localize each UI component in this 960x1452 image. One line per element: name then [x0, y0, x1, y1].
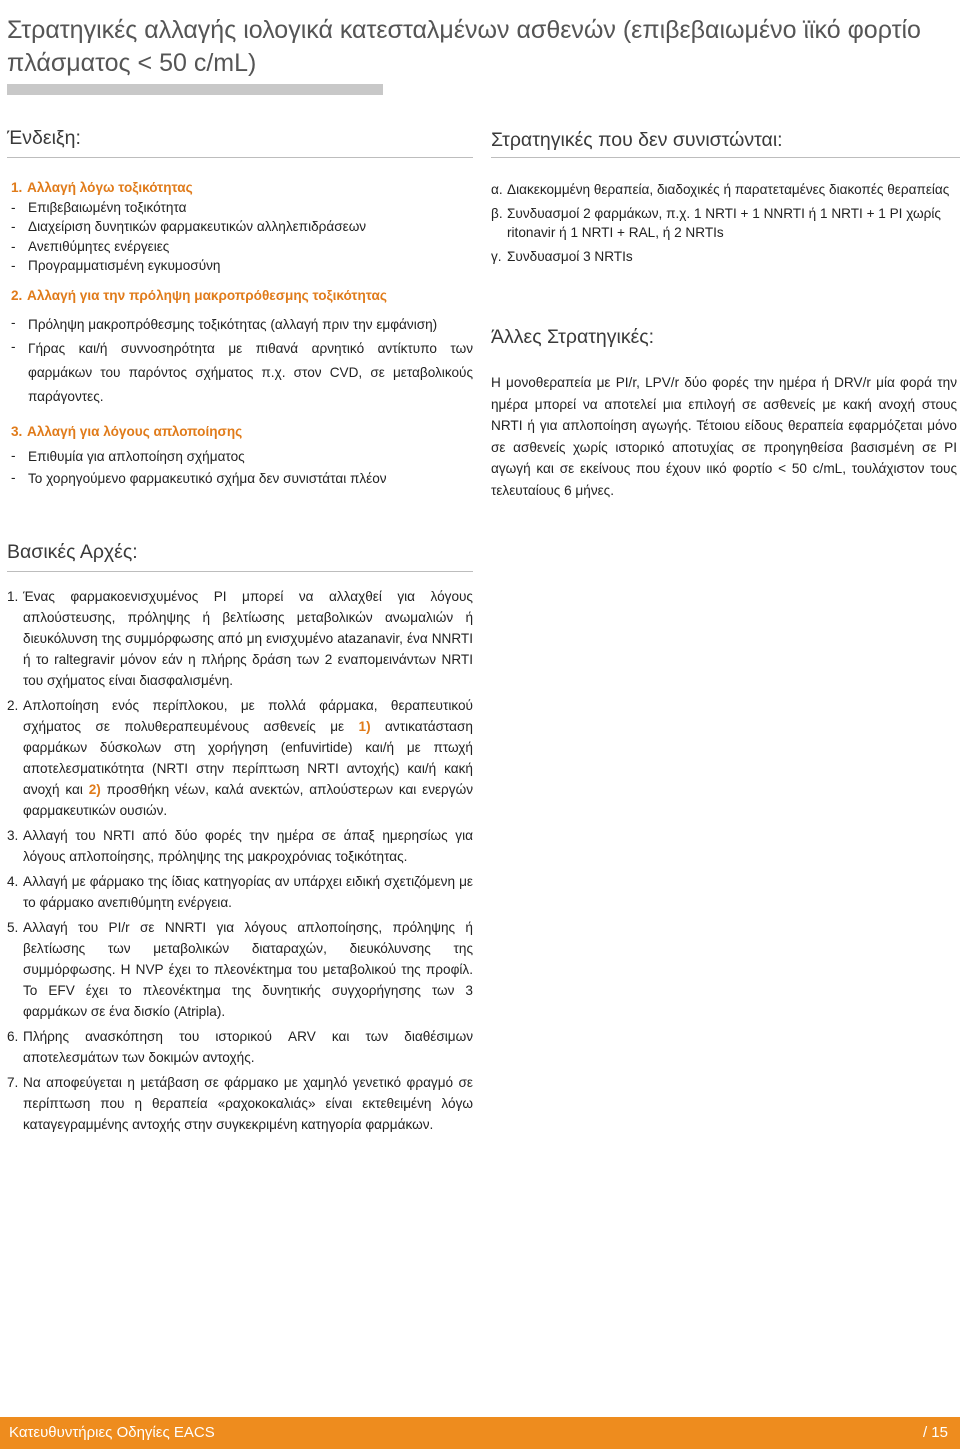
list-item: 6. Πλήρης ανασκόπηση του ιστορικού ARV και των διαθέσιμων αποτελεσμάτων των δοκιμών αντοχής.	[7, 1029, 473, 1065]
list-item: - Επιβεβαιωμένη τοξικότητα	[11, 199, 187, 215]
list-item: - Διαχείριση δυνητικών φαρμακευτικών αλληλεπιδράσεων	[11, 219, 367, 234]
principles-divider	[7, 571, 473, 572]
list-item: 4. Αλλαγή με φάρμακο της ίδιας κατηγορίας αν υπάρχει ειδική σχετιζόμενη με το φάρμακο ανεπιθύμητη ενέργεια.	[7, 874, 473, 910]
principles-heading: Βασικές Αρχές:	[7, 541, 138, 563]
indication-divider	[7, 157, 473, 158]
not-recommended-divider	[491, 157, 960, 158]
list-item: - Γήρας και/ή συννοσηρότητα με πιθανά αρνητικό αντίκτυπο των φαρμάκων του παρόντος σχήματος π.χ. στον CVD, σε μεταβολικούς παράγοντες.	[11, 339, 473, 404]
page-title: Στρατηγικές αλλαγής ιολογικά κατεσταλμένων ασθενών (επιβεβαιωμένο ϊϊκό φορτίο πλάσματος < 50 c/mL)	[7, 16, 921, 77]
list-item: - Ανεπιθύμητες ενέργειες	[11, 238, 170, 254]
title-underline-bar	[7, 84, 383, 95]
other-strategies-text: Η μονοθεραπεία με PI/r, LPV/r δύο φορές την ημέρα ή DRV/r μία φορά την ημέρα μπορεί να αποτελεί μια επιλογή σε ασθενείς με κακή ανοχή στους NRTI ή για απλοποίηση αγωγής. Τέτοιου είδους θεραπεία εφαρμόζεται μόνο σε ασθενείς χωρίς ιστορικό αποτυχίας σε προηγηθείσα βασισμένη σε PI αγωγή και σε εκείνους που έχουν ιικό φορτίο < 50 c/mL, τουλάχιστον τους τελευταίους 6 μήνες.	[491, 375, 957, 498]
indication-heading: Ένδειξη:	[7, 127, 81, 149]
not-recommended-list	[491, 180, 957, 271]
principles-list	[7, 586, 473, 1139]
list-item: 7. Να αποφεύγεται η μετάβαση σε φάρμακο με χαμηλό γενετικό φραγμό σε περίπτωση που η θεραπεία «ραχοκοκαλιάς» είναι εκτεθειμένη λόγω καταγεγραμμένης αντοχής στην συγκεκριμένη κατηγορία φαρμάκων.	[7, 1075, 473, 1132]
section-1-title: 1. Αλλαγή λόγω τοξικότητας	[11, 180, 193, 195]
section-2-title: 2. Αλλαγή για την πρόληψη μακροπρόθεσμης τοξικότητας	[11, 287, 387, 303]
other-strategies-heading: Άλλες Στρατηγικές:	[491, 326, 655, 348]
list-item: 3. Αλλαγή του NRTI από δύο φορές την ημέρα σε άπαξ ημερησίως για λόγους απλοποίησης, πρόληψης της μακροχρόνιας τοξικότητας.	[7, 828, 473, 864]
not-recommended-heading: Στρατηγικές που δεν συνιστώνται:	[491, 129, 783, 151]
list-item: - Το χορηγούμενο φαρμακευτικό σχήμα δεν συνιστάται πλέον	[11, 469, 387, 486]
list-item: γ. Συνδυασμοί 3 NRTIs	[491, 249, 633, 264]
list-item: β. Συνδυασμοί 2 φαρμάκων, π.χ. 1 NRTI + 1 NNRTI ή 1 NRTI + 1 PI χωρίς ritonavir ή 1 NRTI + RAL, ή 2 NRTIs	[491, 206, 941, 240]
list-item: - Επιθυμία για απλοποίηση σχήματος	[11, 447, 245, 464]
list-item: - Προγραμματισμένη εγκυμοσύνη	[11, 258, 221, 273]
list-item: 2. Απλοποίηση ενός περίπλοκου, με πολλά φάρμακα, θεραπευτικού σχήματος σε πολυθεραπευμένους ασθενείς με 1) αντικατάσταση φαρμάκων δύσκολων στη χορήγηση (enfuvirtide) και/ή με πτωχή αποτελεσματικότητα (NRTI στην περίπτωση NRTI αντοχής) και/ή κακή ανοχή και 2) προσθήκη νέων, καλά ανεκτών, απλούστερων και ενεργών φαρμακευτικών ουσιών.	[7, 698, 473, 818]
page-footer	[0, 1417, 960, 1449]
list-item: 1. Ένας φαρμακοενισχυμένος PI μπορεί να αλλαχθεί για λόγους απλούστευσης, πρόληψης ή βελτίωσης μεταβολικών ανωμαλιών ή διευκόλυνση της συμμόρφωσης από μη ενισχυμένο atazanavir, ένα NNRTI ή το raltegravir μόνον εάν η πλήρης δράση των 2 εναπομεινάντων NRTI του σχήματος είναι διασφαλισμένη.	[7, 589, 473, 688]
section-3-title: 3. Αλλαγή για λόγους απλοποίησης	[11, 424, 243, 439]
footer-title: Κατευθυντήριες Οδηγίες EACS	[9, 1424, 215, 1441]
list-item: - Πρόληψη μακροπρόθεσμης τοξικότητας (αλλαγή πριν την εμφάνιση)	[11, 315, 438, 332]
page-number: / 15	[922, 1424, 948, 1441]
indication-content	[11, 178, 473, 490]
list-item: 5. Αλλαγή του PI/r σε NNRTI για λόγους απλοποίησης, πρόληψης ή βελτίωσης των μεταβολικών διαταραχών, διευκόλυνσης της συμμόρφωσης. Η NVP έχει το πλεονέκτημα του μεταβολικού της προφίλ. Το EFV έχει το πλεονέκτημα της δυνητικής συγχορήγησης των 3 φαρμάκων σε ένα δισκίο (Atripla).	[7, 920, 473, 1019]
list-item: α. Διακεκομμένη θεραπεία, διαδοχικές ή παρατεταμένες διακοπές θεραπείας	[491, 182, 950, 197]
